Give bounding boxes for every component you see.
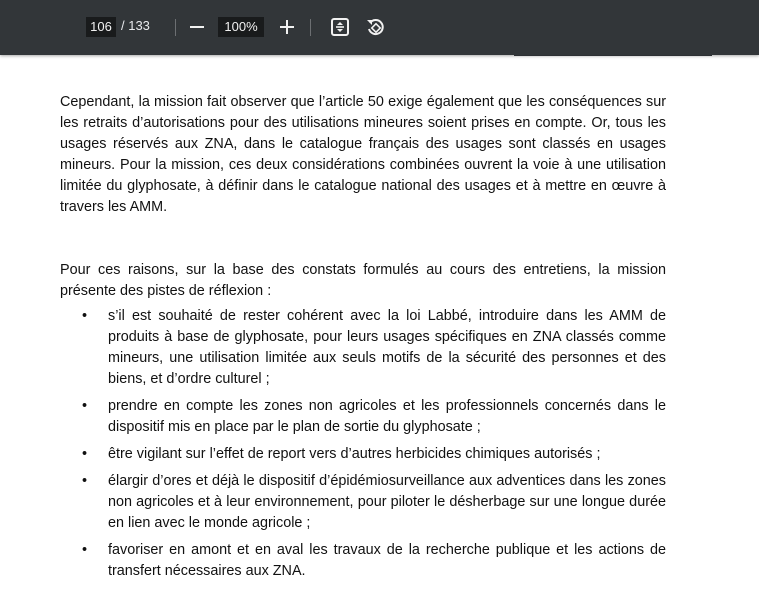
page-number-input[interactable]: 106	[86, 17, 116, 37]
toolbar-divider	[175, 19, 176, 36]
rotate-icon	[365, 17, 385, 37]
page-total: / 133	[121, 18, 150, 33]
bullet-icon: •	[82, 398, 88, 414]
list-item-text: élargir d’ores et déjà le dispositif d’épidémiosurveillance aux adventices dans les zones non agricoles et à leur environnement, pour piloter le désherbage sur une longue durée en lien avec le monde agricole ;	[108, 473, 666, 531]
bullet-list	[60, 306, 666, 582]
list-item	[60, 540, 666, 582]
list-item-text: favoriser en amont et en aval les travaux de la recherche publique et les actions de transfert nécessaires aux ZNA.	[108, 542, 666, 579]
list-item	[60, 306, 666, 390]
pdf-page-content	[60, 92, 666, 588]
pdf-toolbar	[0, 0, 759, 55]
list-item-text: s’il est souhaité de rester cohérent avec la loi Labbé, introduire dans les AMM de produits à base de glyphosate, pour leurs usages spécifiques en ZNA classés comme mineurs, une utilisation limitée aux seuls motifs de la sécurité des personnes et des biens, et d’ordre culturel ;	[108, 308, 666, 387]
bullet-icon: •	[82, 542, 88, 558]
paragraph: Pour ces raisons, sur la base des constats formulés au cours des entretiens, la mission présente des pistes de réflexion :	[60, 262, 666, 299]
rotate-button[interactable]	[362, 14, 388, 40]
fit-to-page-icon	[330, 17, 350, 37]
list-item	[60, 444, 666, 465]
paragraph: Cependant, la mission fait observer que l’article 50 exige également que les conséquences sur les retraits d’autorisations pour des utilisations mineures soient prises en compte. Or, tous les usages réservés aux ZNA, dans le catalogue français des usages sont classés en usages mineurs. Pour la mission, ces deux considérations combinées ouvrent la voie à une utilisation limitée du glyphosate, à définir dans le catalogue national des usages et à mettre en œuvre à travers les AMM.	[60, 94, 666, 215]
list-item	[60, 396, 666, 438]
minus-icon	[190, 20, 204, 34]
zoom-level-input[interactable]: 100%	[218, 17, 264, 37]
list-item-text: être vigilant sur l’effet de report vers d’autres herbicides chimiques autorisés ;	[108, 446, 601, 462]
bullet-icon: •	[82, 473, 88, 489]
bullet-icon: •	[82, 446, 88, 462]
fit-to-page-button[interactable]	[327, 14, 353, 40]
plus-icon	[280, 20, 294, 34]
toolbar-divider	[310, 19, 311, 36]
zoom-in-button[interactable]	[274, 14, 300, 40]
bullet-icon: •	[82, 308, 88, 324]
zoom-out-button[interactable]	[184, 14, 210, 40]
list-item-text: prendre en compte les zones non agricoles et les professionnels concernés dans le dispositif mis en place par le plan de sortie du glyphosate ;	[108, 398, 666, 435]
list-item	[60, 471, 666, 534]
